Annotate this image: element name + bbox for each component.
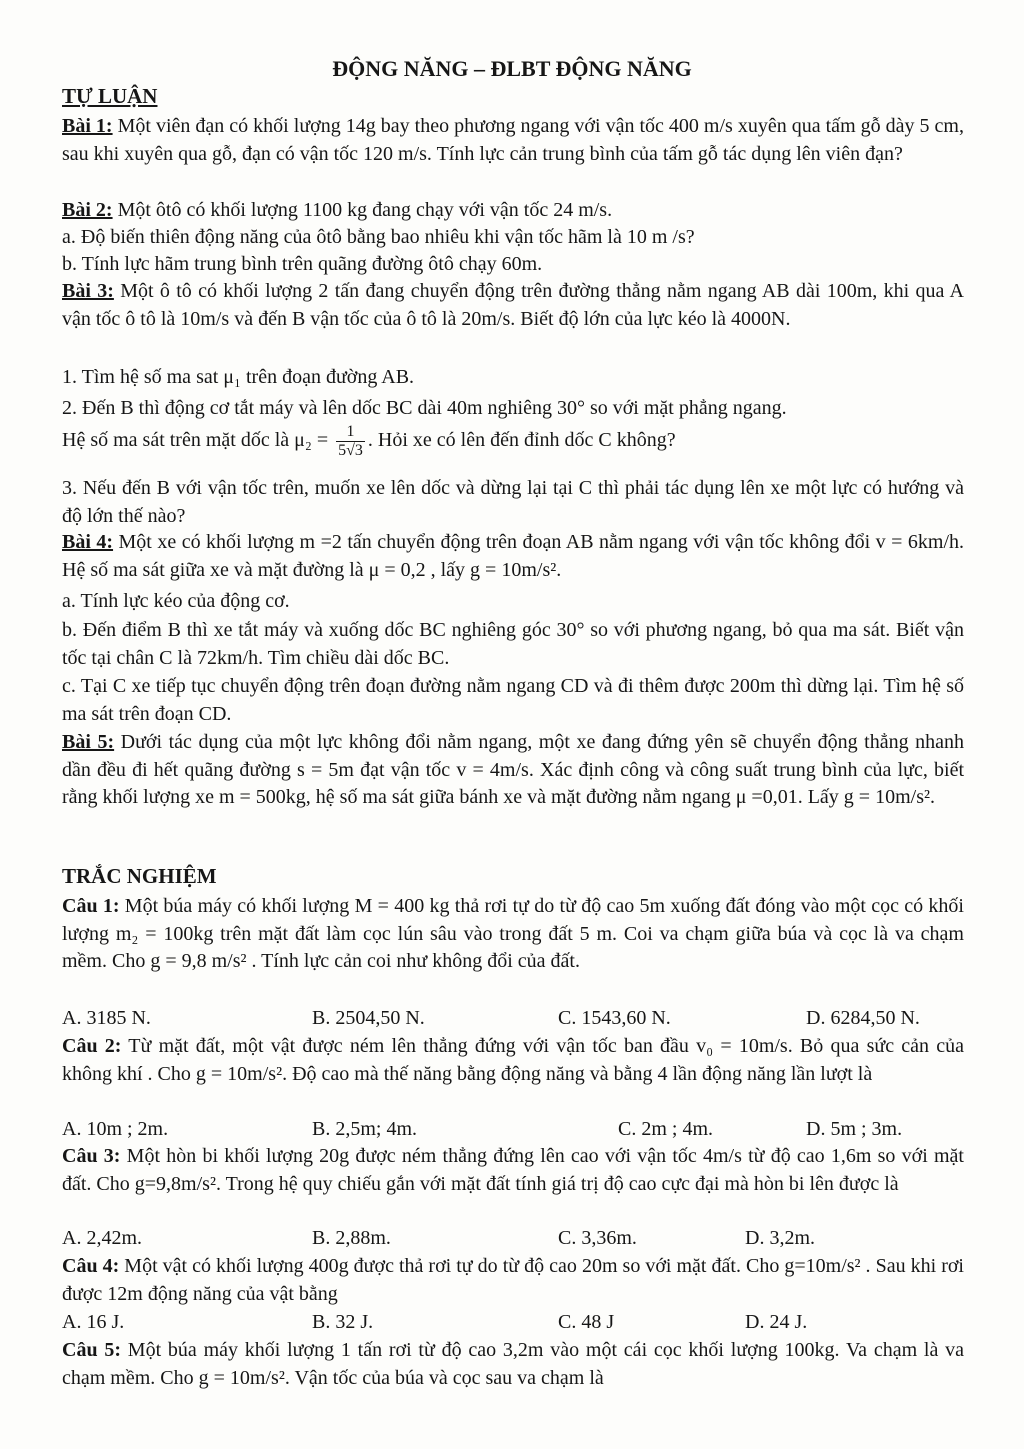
question-1-option-d: D. 6284,50 N. — [806, 1007, 920, 1029]
question-text: Một vật có khối lượng 400g được thả rơi tự do từ độ cao 20m so với mặt đất. Cho g=10m/s² . Sau khi rơi được 12m động năng của vật bằng — [62, 1255, 964, 1305]
essay-problem-3 — [62, 278, 964, 333]
question-text: Một búa máy khối lượng 1 tấn rơi từ độ cao 3,2m vào một cái cọc khối lượng 100kg. Va chạm là va chạm mềm. Cho g = 10m/s². Vận tốc của búa và cọc sau va chạm là — [62, 1339, 964, 1389]
essay-problem-5 — [62, 729, 964, 812]
problem-label: Bài 4: — [62, 531, 114, 553]
question-text: Một búa máy có khối lượng M = 400 kg thả rơi tự do từ độ cao 5m xuống đất đóng vào một cọc có khối lượng m₂ = 100kg trên mặt đất làm cọc lún sâu vào trong đất 5 m. Coi va chạm giữa búa và cọc là va chạm mềm. Cho g = 9,8 m/s² . Tính lực cản coi như không đổi của đất. — [62, 895, 964, 973]
problem-3-question-2-line-2 — [62, 420, 676, 460]
question-text: . Hỏi xe có lên đến đỉnh dốc C không? — [367, 429, 676, 451]
problem-4-part-c: c. Tại C xe tiếp tục chuyển động trên đoạn đường nằm ngang CD và đi thêm được 200m thì dừng lại. Tìm hệ số ma sát trên đoạn CD. — [62, 675, 964, 725]
problem-2-part-b: b. Tính lực hãm trung bình trên quãng đường ôtô chạy 60m. — [62, 253, 543, 275]
question-3-option-d: D. 3,2m. — [745, 1227, 815, 1249]
question-1-option-c: C. 1543,60 N. — [558, 1007, 671, 1029]
problem-label: Bài 2: — [62, 199, 113, 221]
question-2-option-c: C. 2m ; 4m. — [618, 1118, 714, 1140]
quiz-question-4 — [62, 1253, 964, 1308]
quiz-question-5 — [62, 1337, 964, 1392]
fraction-numerator: 1 — [336, 423, 365, 442]
question-label: Câu 4: — [62, 1255, 120, 1277]
question-1-option-b: B. 2504,50 N. — [312, 1007, 425, 1029]
page-title: ĐỘNG NĂNG – ĐLBT ĐỘNG NĂNG — [332, 56, 692, 81]
quiz-heading: TRẮC NGHIỆM — [62, 864, 217, 888]
problem-text: Một ô tô có khối lượng 2 tấn đang chuyển động trên đường thẳng nằm ngang AB dài 100m, khi qua A vận tốc ô tô là 10m/s và đến B vận tốc của ô tô là 20m/s. Biết độ lớn của lực kéo là 4000N. — [62, 280, 964, 330]
problem-label: Bài 5: — [62, 731, 115, 753]
problem-2-part-a: a. Độ biến thiên động năng của ôtô bằng bao nhiêu khi vận tốc hãm là 10 m /s? — [62, 226, 695, 248]
question-label: Câu 2: — [62, 1035, 122, 1057]
quiz-question-3 — [62, 1143, 964, 1198]
problem-4-part-b: b. Đến điểm B thì xe tắt máy và xuống dốc BC nghiêng góc 30° so với phương ngang, bỏ qua ma sát. Biết vận tốc tại chân C là 72km/h. Tìm chiều dài dốc BC. — [62, 619, 964, 669]
question-label: Câu 3: — [62, 1145, 121, 1167]
question-1-option-a: A. 3185 N. — [62, 1007, 151, 1029]
essay-problem-1 — [62, 113, 964, 168]
quiz-question-2 — [62, 1033, 964, 1088]
question-label: Câu 5: — [62, 1339, 122, 1361]
problem-label: Bài 3: — [62, 280, 114, 302]
problem-text: Một viên đạn có khối lượng 14g bay theo phương ngang với vận tốc 400 m/s xuyên qua tấm gỗ dày 5 cm, sau khi xuyên qua gỗ, đạn có vận tốc 120 m/s. Tính lực cản trung bình của tấm gỗ tác dụng lên viên đạn? — [62, 115, 964, 165]
question-label: Câu 1: — [62, 895, 120, 917]
essay-problem-2 — [62, 197, 964, 225]
question-4-option-c: C. 48 J — [558, 1311, 615, 1333]
question-4-option-d: D. 24 J. — [745, 1311, 808, 1333]
question-3-option-b: B. 2,88m. — [312, 1227, 391, 1249]
friction-coefficient-text: Hệ số ma sát trên mặt dốc là μ₂ = — [62, 429, 329, 451]
problem-3-question-3: 3. Nếu đến B với vận tốc trên, muốn xe lên dốc và dừng lại tại C thì phải tác dụng lên xe một lực có hướng và độ lớn thế nào? — [62, 477, 964, 527]
essay-problem-4 — [62, 529, 964, 584]
quiz-question-1 — [62, 893, 964, 976]
problem-3-question-2-line-1: 2. Đến B thì động cơ tắt máy và lên dốc BC dài 40m nghiêng 30° so với mặt phẳng ngang. — [62, 397, 787, 419]
question-4-option-b: B. 32 J. — [312, 1311, 374, 1333]
question-4-option-a: A. 16 J. — [62, 1311, 125, 1333]
question-3-option-a: A. 2,42m. — [62, 1227, 142, 1249]
question-2-option-d: D. 5m ; 3m. — [806, 1118, 903, 1140]
question-2-option-b: B. 2,5m; 4m. — [312, 1118, 418, 1140]
problem-label: Bài 1: — [62, 115, 113, 137]
problem-4-part-a: a. Tính lực kéo của động cơ. — [62, 590, 290, 612]
problem-text: Một ôtô có khối lượng 1100 kg đang chạy với vận tốc 24 m/s. — [112, 199, 613, 221]
question-3-option-c: C. 3,36m. — [558, 1227, 637, 1249]
essay-heading: TỰ LUẬN — [62, 84, 158, 108]
fraction — [336, 423, 365, 460]
question-text: Từ mặt đất, một vật được ném lên thẳng đứng với vận tốc ban đầu v₀ = 10m/s. Bỏ qua sức cản của không khí . Cho g = 10m/s². Độ cao mà thế năng bằng động năng và bằng 4 lần động năng lần lượt là — [62, 1035, 965, 1085]
problem-text: Dưới tác dụng của một lực không đổi nằm ngang, một xe đang đứng yên sẽ chuyển động thẳng nhanh dần đều đi hết quãng đường s = 5m đạt vận tốc v = 4m/s. Xác định công và công suất trung bình của lực, biết rằng khối lượng xe m = 500kg, hệ số ma sát giữa bánh xe và mặt đường nằm ngang μ =0,01. Lấy g = 10m/s². — [62, 731, 965, 809]
question-text: Một hòn bi khối lượng 20g được ném thẳng đứng lên cao với vận tốc 4m/s từ độ cao 1,6m so với mặt đất. Cho g=9,8m/s². Trong hệ quy chiếu gắn với mặt đất tính giá trị độ cao cực đại mà hòn bi lên được là — [62, 1145, 964, 1195]
problem-3-question-1: 1. Tìm hệ số ma sat μ₁ trên đoạn đường AB. — [62, 366, 415, 388]
fraction-denominator: 5√3 — [338, 441, 363, 459]
question-2-option-a: A. 10m ; 2m. — [62, 1118, 169, 1140]
problem-text: Một xe có khối lượng m =2 tấn chuyển động trên đoạn AB nằm ngang với vận tốc không đổi v = 6km/h. Hệ số ma sát giữa xe và mặt đường là μ = 0,2 , lấy g = 10m/s². — [62, 531, 965, 581]
